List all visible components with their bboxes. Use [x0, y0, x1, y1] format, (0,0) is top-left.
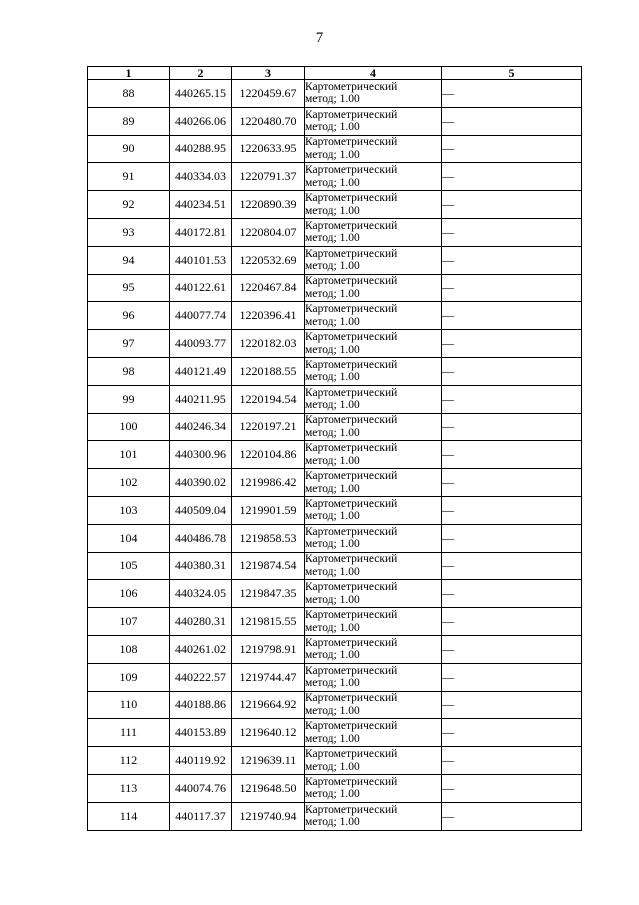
- point-number-cell: 112: [88, 747, 170, 775]
- y-coordinate-cell: 1220459.67: [232, 80, 305, 108]
- point-number-cell: 99: [88, 385, 170, 413]
- method-line-2: метод; 1.00: [305, 510, 360, 523]
- note-dash: —: [442, 363, 454, 378]
- y-coordinate-cell: 1220467.84: [232, 274, 305, 302]
- method-line-2: метод; 1.00: [305, 148, 360, 161]
- column-header-4: 4: [305, 67, 442, 80]
- method-line-2: метод; 1.00: [305, 649, 360, 662]
- note-cell: [442, 385, 582, 413]
- point-number-cell: 107: [88, 608, 170, 636]
- x-coordinate-cell: 440093.77: [170, 330, 232, 358]
- method-line-1: Картометрический: [305, 803, 398, 816]
- point-number-cell: 104: [88, 524, 170, 552]
- method-cell: [305, 385, 442, 413]
- x-coordinate-cell: 440234.51: [170, 191, 232, 219]
- x-coordinate-cell: 440300.96: [170, 441, 232, 469]
- method-line-2: метод; 1.00: [305, 232, 360, 245]
- x-coordinate-cell: 440101.53: [170, 246, 232, 274]
- y-coordinate-cell: 1219874.54: [232, 552, 305, 580]
- x-coordinate-cell: 440077.74: [170, 302, 232, 330]
- table-row: [88, 635, 582, 663]
- point-number-cell: 101: [88, 441, 170, 469]
- point-number-cell: 108: [88, 635, 170, 663]
- y-coordinate-cell: 1220890.39: [232, 191, 305, 219]
- note-cell: [442, 191, 582, 219]
- note-dash: —: [442, 280, 454, 295]
- method-line-1: Картометрический: [305, 247, 398, 260]
- method-line-1: Картометрический: [305, 720, 398, 733]
- method-line-2: метод; 1.00: [305, 816, 360, 829]
- x-coordinate-cell: 440288.95: [170, 135, 232, 163]
- method-cell: [305, 246, 442, 274]
- column-header-3: 3: [232, 67, 305, 80]
- y-coordinate-cell: 1219744.47: [232, 663, 305, 691]
- note-dash: —: [442, 419, 454, 434]
- note-dash: —: [442, 808, 454, 823]
- method-line-1: Картометрический: [305, 748, 398, 761]
- method-line-2: метод; 1.00: [305, 454, 360, 467]
- method-line-1: Картометрический: [305, 275, 398, 288]
- method-line-2: метод; 1.00: [305, 315, 360, 328]
- note-dash: —: [442, 697, 454, 712]
- y-coordinate-cell: 1220804.07: [232, 218, 305, 246]
- note-dash: —: [442, 669, 454, 684]
- y-coordinate-cell: 1219664.92: [232, 691, 305, 719]
- note-dash: —: [442, 391, 454, 406]
- method-line-2: метод; 1.00: [305, 732, 360, 745]
- method-line-1: Картометрический: [305, 358, 398, 371]
- method-line-1: Картометрический: [305, 692, 398, 705]
- x-coordinate-cell: 440334.03: [170, 163, 232, 191]
- table-row: [88, 218, 582, 246]
- table-row: [88, 274, 582, 302]
- note-cell: [442, 802, 582, 830]
- y-coordinate-cell: 1219740.94: [232, 802, 305, 830]
- method-cell: [305, 663, 442, 691]
- method-cell: [305, 608, 442, 636]
- x-coordinate-cell: 440266.06: [170, 107, 232, 135]
- method-cell: [305, 469, 442, 497]
- table-row: [88, 357, 582, 385]
- x-coordinate-cell: 440122.61: [170, 274, 232, 302]
- note-dash: —: [442, 308, 454, 323]
- method-line-1: Картометрический: [305, 553, 398, 566]
- method-cell: [305, 302, 442, 330]
- method-cell: [305, 524, 442, 552]
- note-cell: [442, 80, 582, 108]
- x-coordinate-cell: 440280.31: [170, 608, 232, 636]
- y-coordinate-cell: 1220480.70: [232, 107, 305, 135]
- point-number-cell: 110: [88, 691, 170, 719]
- method-line-1: Картометрический: [305, 414, 398, 427]
- method-line-2: метод; 1.00: [305, 176, 360, 189]
- point-number-cell: 111: [88, 719, 170, 747]
- x-coordinate-cell: 440119.92: [170, 747, 232, 775]
- method-cell: [305, 719, 442, 747]
- note-cell: [442, 747, 582, 775]
- note-dash: —: [442, 169, 454, 184]
- method-line-1: Картометрический: [305, 664, 398, 677]
- page-number: 7: [315, 30, 324, 46]
- x-coordinate-cell: 440172.81: [170, 218, 232, 246]
- table-row: [88, 691, 582, 719]
- method-line-1: Картометрический: [305, 470, 398, 483]
- table-row: [88, 663, 582, 691]
- note-dash: —: [442, 113, 454, 128]
- method-line-1: Картометрический: [305, 581, 398, 594]
- note-cell: [442, 496, 582, 524]
- x-coordinate-cell: 440380.31: [170, 552, 232, 580]
- point-number-cell: 100: [88, 413, 170, 441]
- method-line-2: метод; 1.00: [305, 371, 360, 384]
- x-coordinate-cell: 440261.02: [170, 635, 232, 663]
- note-cell: [442, 719, 582, 747]
- x-coordinate-cell: 440153.89: [170, 719, 232, 747]
- y-coordinate-cell: 1220633.95: [232, 135, 305, 163]
- y-coordinate-cell: 1219858.53: [232, 524, 305, 552]
- note-dash: —: [442, 753, 454, 768]
- point-number-cell: 89: [88, 107, 170, 135]
- table-row: [88, 302, 582, 330]
- coordinates-table: [87, 66, 582, 831]
- note-dash: —: [442, 614, 454, 629]
- y-coordinate-cell: 1220104.86: [232, 441, 305, 469]
- note-cell: [442, 469, 582, 497]
- method-line-1: Картометрический: [305, 80, 398, 93]
- table-row: [88, 608, 582, 636]
- method-cell: [305, 691, 442, 719]
- method-line-2: метод; 1.00: [305, 399, 360, 412]
- method-line-2: метод; 1.00: [305, 593, 360, 606]
- y-coordinate-cell: 1220194.54: [232, 385, 305, 413]
- table-row: [88, 135, 582, 163]
- y-coordinate-cell: 1220188.55: [232, 357, 305, 385]
- note-cell: [442, 608, 582, 636]
- point-number-cell: 105: [88, 552, 170, 580]
- note-cell: [442, 163, 582, 191]
- note-dash: —: [442, 502, 454, 517]
- table-row: [88, 80, 582, 108]
- note-cell: [442, 357, 582, 385]
- point-number-cell: 92: [88, 191, 170, 219]
- method-cell: [305, 580, 442, 608]
- method-cell: [305, 107, 442, 135]
- point-number-cell: 98: [88, 357, 170, 385]
- table-row: [88, 385, 582, 413]
- method-cell: [305, 552, 442, 580]
- point-number-cell: 102: [88, 469, 170, 497]
- point-number-cell: 94: [88, 246, 170, 274]
- table-row: [88, 107, 582, 135]
- method-line-1: Картометрический: [305, 303, 398, 316]
- point-number-cell: 96: [88, 302, 170, 330]
- note-dash: —: [442, 586, 454, 601]
- y-coordinate-cell: 1219847.35: [232, 580, 305, 608]
- method-line-2: метод; 1.00: [305, 260, 360, 273]
- note-cell: [442, 663, 582, 691]
- note-dash: —: [442, 641, 454, 656]
- note-cell: [442, 302, 582, 330]
- point-number-cell: 95: [88, 274, 170, 302]
- table-row: [88, 496, 582, 524]
- header-row: [88, 67, 582, 80]
- note-dash: —: [442, 85, 454, 100]
- point-number-cell: 97: [88, 330, 170, 358]
- note-cell: [442, 107, 582, 135]
- table-row: [88, 747, 582, 775]
- table-row: [88, 719, 582, 747]
- method-cell: [305, 441, 442, 469]
- y-coordinate-cell: 1219648.50: [232, 774, 305, 802]
- note-dash: —: [442, 336, 454, 351]
- table-row: [88, 802, 582, 830]
- y-coordinate-cell: 1220197.21: [232, 413, 305, 441]
- x-coordinate-cell: 440117.37: [170, 802, 232, 830]
- x-coordinate-cell: 440211.95: [170, 385, 232, 413]
- point-number-cell: 109: [88, 663, 170, 691]
- x-coordinate-cell: 440486.78: [170, 524, 232, 552]
- note-dash: —: [442, 447, 454, 462]
- point-number-cell: 106: [88, 580, 170, 608]
- note-cell: [442, 274, 582, 302]
- method-line-2: метод; 1.00: [305, 343, 360, 356]
- method-cell: [305, 357, 442, 385]
- y-coordinate-cell: 1219815.55: [232, 608, 305, 636]
- method-line-1: Картометрический: [305, 497, 398, 510]
- column-header-5: 5: [442, 67, 582, 80]
- method-line-1: Картометрический: [305, 609, 398, 622]
- method-line-2: метод; 1.00: [305, 287, 360, 300]
- method-line-2: метод; 1.00: [305, 204, 360, 217]
- note-dash: —: [442, 530, 454, 545]
- method-cell: [305, 191, 442, 219]
- method-line-2: метод; 1.00: [305, 760, 360, 773]
- method-line-1: Картометрический: [305, 775, 398, 788]
- method-line-2: метод; 1.00: [305, 788, 360, 801]
- table-row: [88, 524, 582, 552]
- y-coordinate-cell: 1220791.37: [232, 163, 305, 191]
- table-row: [88, 163, 582, 191]
- method-cell: [305, 802, 442, 830]
- method-line-2: метод; 1.00: [305, 93, 360, 106]
- method-line-1: Картометрический: [305, 136, 398, 149]
- x-coordinate-cell: 440509.04: [170, 496, 232, 524]
- method-line-1: Картометрический: [305, 192, 398, 205]
- note-cell: [442, 330, 582, 358]
- note-cell: [442, 524, 582, 552]
- column-header-1: 1: [88, 67, 170, 80]
- table-row: [88, 246, 582, 274]
- method-line-2: метод; 1.00: [305, 565, 360, 578]
- note-cell: [442, 691, 582, 719]
- method-line-2: метод; 1.00: [305, 677, 360, 690]
- table-row: [88, 330, 582, 358]
- table-row: [88, 552, 582, 580]
- table-row: [88, 469, 582, 497]
- method-line-1: Картометрический: [305, 636, 398, 649]
- note-cell: [442, 218, 582, 246]
- method-cell: [305, 218, 442, 246]
- note-dash: —: [442, 252, 454, 267]
- method-cell: [305, 135, 442, 163]
- x-coordinate-cell: 440265.15: [170, 80, 232, 108]
- column-header-2: 2: [170, 67, 232, 80]
- method-cell: [305, 747, 442, 775]
- method-cell: [305, 330, 442, 358]
- method-line-1: Картометрический: [305, 164, 398, 177]
- note-cell: [442, 635, 582, 663]
- table-row: [88, 413, 582, 441]
- method-line-1: Картометрический: [305, 108, 398, 121]
- note-dash: —: [442, 475, 454, 490]
- note-cell: [442, 552, 582, 580]
- note-cell: [442, 246, 582, 274]
- point-number-cell: 114: [88, 802, 170, 830]
- y-coordinate-cell: 1219986.42: [232, 469, 305, 497]
- method-line-2: метод; 1.00: [305, 538, 360, 551]
- method-line-1: Картометрический: [305, 442, 398, 455]
- note-dash: —: [442, 141, 454, 156]
- point-number-cell: 113: [88, 774, 170, 802]
- y-coordinate-cell: 1219640.12: [232, 719, 305, 747]
- note-cell: [442, 441, 582, 469]
- method-line-2: метод; 1.00: [305, 704, 360, 717]
- method-line-2: метод; 1.00: [305, 621, 360, 634]
- x-coordinate-cell: 440074.76: [170, 774, 232, 802]
- note-cell: [442, 580, 582, 608]
- method-cell: [305, 774, 442, 802]
- method-cell: [305, 80, 442, 108]
- x-coordinate-cell: 440121.49: [170, 357, 232, 385]
- x-coordinate-cell: 440390.02: [170, 469, 232, 497]
- table-body: [88, 80, 582, 831]
- method-cell: [305, 163, 442, 191]
- point-number-cell: 90: [88, 135, 170, 163]
- table-row: [88, 191, 582, 219]
- point-number-cell: 103: [88, 496, 170, 524]
- method-cell: [305, 496, 442, 524]
- y-coordinate-cell: 1219798.91: [232, 635, 305, 663]
- method-line-1: Картометрический: [305, 331, 398, 344]
- note-dash: —: [442, 780, 454, 795]
- y-coordinate-cell: 1219639.11: [232, 747, 305, 775]
- note-dash: —: [442, 725, 454, 740]
- y-coordinate-cell: 1220532.69: [232, 246, 305, 274]
- note-cell: [442, 413, 582, 441]
- method-cell: [305, 274, 442, 302]
- method-line-2: метод; 1.00: [305, 426, 360, 439]
- method-cell: [305, 635, 442, 663]
- note-dash: —: [442, 558, 454, 573]
- note-dash: —: [442, 224, 454, 239]
- y-coordinate-cell: 1220182.03: [232, 330, 305, 358]
- note-cell: [442, 135, 582, 163]
- y-coordinate-cell: 1219901.59: [232, 496, 305, 524]
- table-row: [88, 441, 582, 469]
- table-row: [88, 774, 582, 802]
- x-coordinate-cell: 440324.05: [170, 580, 232, 608]
- note-cell: [442, 774, 582, 802]
- point-number-cell: 93: [88, 218, 170, 246]
- x-coordinate-cell: 440246.34: [170, 413, 232, 441]
- y-coordinate-cell: 1220396.41: [232, 302, 305, 330]
- method-cell: [305, 413, 442, 441]
- point-number-cell: 91: [88, 163, 170, 191]
- x-coordinate-cell: 440222.57: [170, 663, 232, 691]
- note-dash: —: [442, 197, 454, 212]
- method-line-1: Картометрический: [305, 219, 398, 232]
- point-number-cell: 88: [88, 80, 170, 108]
- method-line-2: метод; 1.00: [305, 482, 360, 495]
- method-line-2: метод; 1.00: [305, 121, 360, 134]
- table-header: [88, 67, 582, 80]
- method-line-1: Картометрический: [305, 525, 398, 538]
- x-coordinate-cell: 440188.86: [170, 691, 232, 719]
- table-row: [88, 580, 582, 608]
- method-line-1: Картометрический: [305, 386, 398, 399]
